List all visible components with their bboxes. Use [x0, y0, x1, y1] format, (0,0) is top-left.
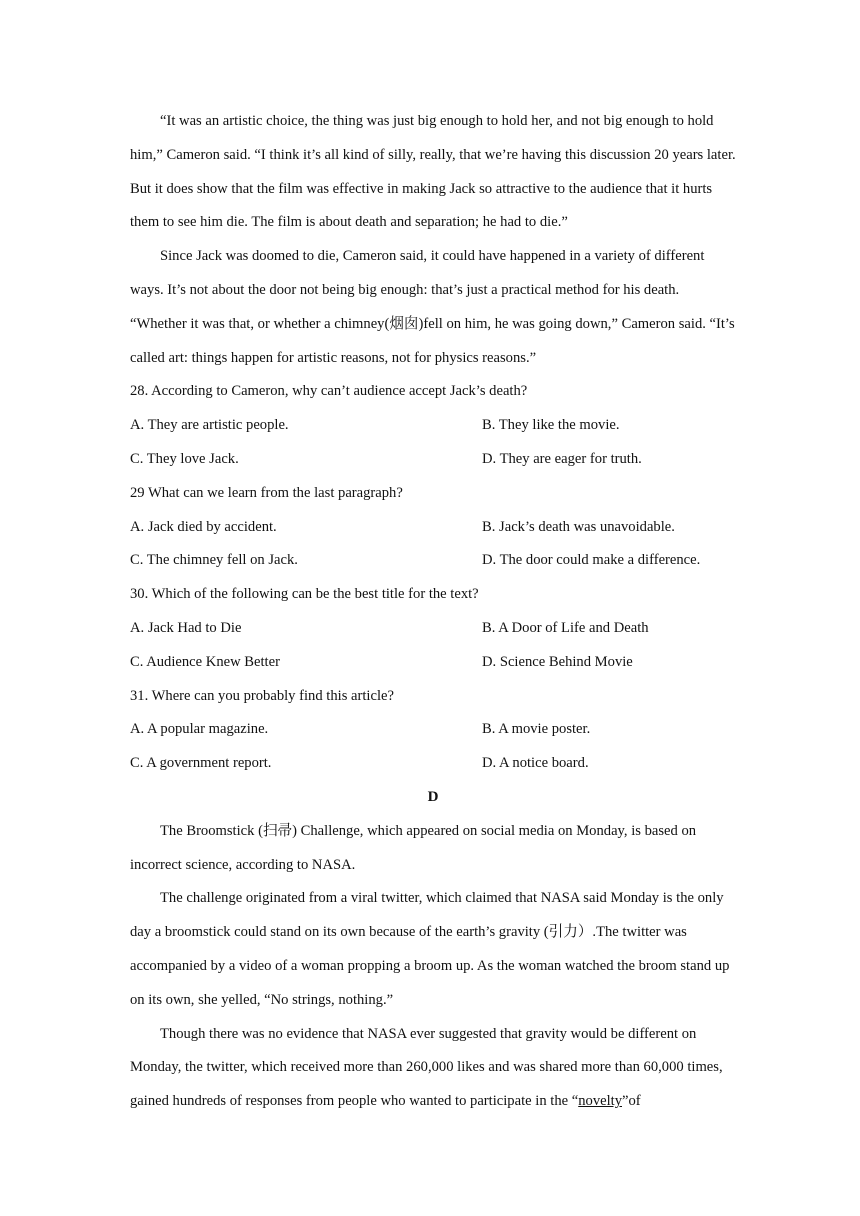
question-28 [130, 375, 736, 476]
question-stem: 28. According to Cameron, why can’t audience accept Jack’s death? [130, 383, 528, 400]
option-d: D. The door could make a difference. [482, 552, 701, 569]
option-a: A. Jack Had to Die [130, 619, 242, 636]
option-a: A. Jack died by accident. [130, 518, 277, 535]
passage-paragraph: Since Jack was doomed to die, Cameron said, it could have happened in a variety of different ways. It’s not about the door not being big enough: that’s just a practical method for his death. “Whether it was that, or whether a chimney(烟囱)fell on him, he was going down,” Cameron said. “It’s called art: things happen for artistic reasons, not for physics reasons.” [130, 248, 735, 366]
option-b: B. They like the movie. [482, 417, 620, 434]
option-a: A. A popular magazine. [130, 721, 269, 738]
option-c: C. Audience Knew Better [130, 653, 280, 670]
paragraph-text: ”of [622, 1093, 641, 1110]
passage-paragraph: The challenge originated from a viral twitter, which claimed that NASA said Monday is the only day a broomstick could stand on its own because of the earth’s gravity (引力）.The twitter was accompanied by a video of a woman propping a broom up. As the woman watched the broom stand up on its own, she yelled, “No strings, nothing.” [130, 890, 730, 1008]
passage-paragraph: “It was an artistic choice, the thing was just big enough to hold her, and not big enough to hold him,” Cameron said. “I think it’s all kind of silly, really, that we’re having this discussion 20 years later. But it does show that the film was effective in making Jack so attractive to the audience that it hurts them to see him die. The film is about death and separation; he had to die.” [130, 113, 736, 231]
question-29 [130, 477, 736, 578]
option-b: B. Jack’s death was unavoidable. [482, 518, 675, 535]
option-row [130, 544, 736, 578]
question-stem: 29 What can we learn from the last paragraph? [130, 484, 403, 501]
exam-page [130, 105, 736, 1119]
option-c: C. They love Jack. [130, 450, 239, 467]
passage-paragraph: The Broomstick (扫帚) Challenge, which appeared on social media on Monday, is based on incorrect science, according to NASA. [130, 822, 697, 873]
question-31 [130, 680, 736, 781]
option-d: D. A notice board. [482, 755, 589, 772]
question-30 [130, 578, 736, 679]
option-row [130, 612, 736, 646]
question-stem: 30. Which of the following can be the best title for the text? [130, 586, 479, 603]
passage-paragraph [130, 1018, 736, 1119]
option-row [130, 646, 736, 680]
question-stem: 31. Where can you probably find this article? [130, 687, 394, 704]
option-c: C. A government report. [130, 755, 272, 772]
option-b: B. A Door of Life and Death [482, 619, 649, 636]
option-row [130, 443, 736, 477]
option-d: D. Science Behind Movie [482, 653, 633, 670]
option-d: D. They are eager for truth. [482, 450, 642, 467]
option-row [130, 511, 736, 545]
option-a: A. They are artistic people. [130, 417, 289, 434]
section-heading: D [427, 788, 439, 805]
option-row [130, 409, 736, 443]
option-b: B. A movie poster. [482, 721, 591, 738]
option-row [130, 747, 736, 781]
option-row [130, 713, 736, 747]
underlined-word: novelty [578, 1093, 622, 1110]
paragraph-text: Though there was no evidence that NASA ever suggested that gravity would be different on Monday, the twitter, which received more than 260,000 likes and was shared more than 60,000 times, gained hundreds of responses from people who wanted to participate in the “ [130, 1025, 723, 1110]
option-c: C. The chimney fell on Jack. [130, 552, 298, 569]
passage-d [130, 815, 736, 1119]
passage-c [130, 105, 736, 375]
